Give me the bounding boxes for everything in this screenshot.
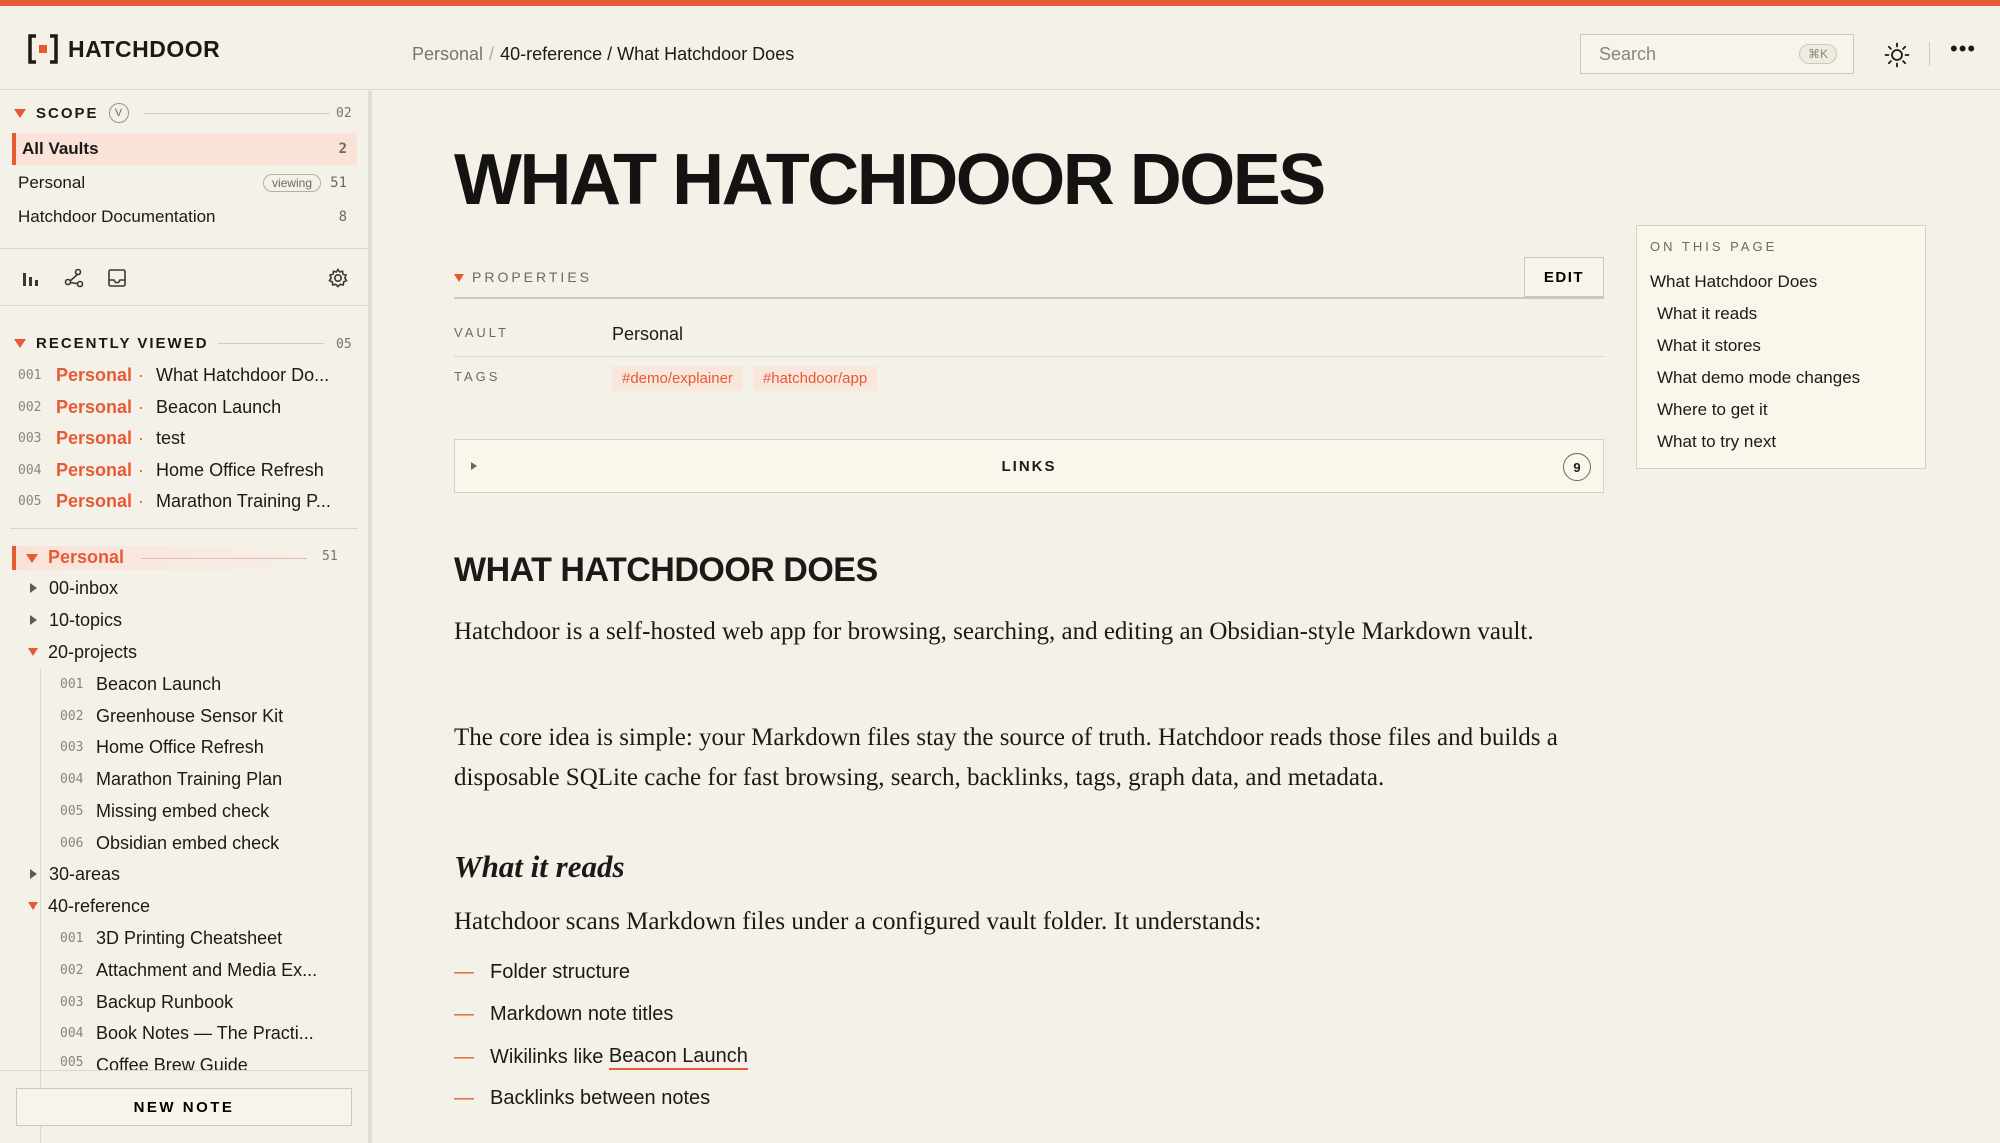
graph-icon[interactable]	[63, 267, 85, 289]
app-header	[0, 6, 2000, 90]
scope-label: SCOPE	[36, 104, 99, 122]
tree-note[interactable]	[60, 796, 269, 826]
stats-icon[interactable]	[20, 267, 42, 289]
properties-header	[454, 259, 1604, 299]
recent-label: RECENTLY VIEWED	[36, 335, 209, 352]
note-title: Home Office Refresh	[96, 736, 264, 757]
collapse-icon	[14, 109, 26, 118]
tree-note[interactable]	[60, 987, 233, 1017]
search-input[interactable]	[1580, 34, 1854, 74]
tree-root-row[interactable]	[12, 546, 358, 570]
more-icon[interactable]: •••	[1950, 36, 1977, 61]
note-title: Attachment and Media Ex...	[96, 959, 318, 980]
tree-folder-00-inbox[interactable]	[30, 573, 118, 603]
folder-label: 00-inbox	[49, 577, 119, 598]
folder-label: 30-areas	[49, 863, 121, 884]
sidebar-divider	[0, 248, 368, 249]
sidebar	[0, 91, 372, 1143]
toc-link[interactable]: What it reads	[1657, 304, 1758, 323]
note-number: 005	[60, 1055, 84, 1070]
vault-count: 2	[338, 141, 347, 157]
recent-header[interactable]	[14, 335, 209, 352]
bullet-dash: —	[454, 1087, 474, 1109]
paragraph: Hatchdoor scans Markdown files under a configured vault folder. It understands:	[454, 908, 1262, 935]
vault-label: Personal	[18, 173, 86, 192]
recent-item-number: 003	[18, 430, 42, 446]
recent-count: 05	[336, 337, 352, 352]
note-number: 004	[60, 771, 84, 787]
recent-item-number: 001	[18, 367, 42, 383]
collapse-icon	[26, 554, 38, 563]
scope-shortcut-badge: V	[109, 103, 129, 123]
property-row-tags	[454, 357, 1604, 401]
note-number: 005	[60, 803, 84, 819]
recent-item-vault: Personal	[56, 490, 133, 511]
recent-item-number: 004	[18, 462, 42, 478]
note-title: Coffee Brew Guide	[96, 1055, 248, 1070]
tree-note[interactable]	[60, 1018, 314, 1048]
tree-folder-30-areas[interactable]	[30, 859, 120, 889]
expand-icon	[30, 583, 37, 593]
sun-icon[interactable]	[1884, 42, 1910, 68]
list-item	[454, 961, 630, 984]
vault-label: Hatchdoor Documentation	[18, 207, 216, 226]
note-number: 001	[60, 676, 84, 692]
list-item-text: Backlinks between notes	[490, 1087, 711, 1109]
scope-rule	[144, 113, 330, 114]
links-label: LINKS	[1001, 458, 1057, 475]
paragraph: The core idea is simple: your Markdown files stay the source of truth. Hatchdoor reads those files and builds a disposable SQLite cache for fast browsing, search, backlinks, tags, graph data, and metadata.	[454, 724, 1558, 791]
recent-item[interactable]	[18, 423, 185, 453]
properties-label[interactable]: PROPERTIES	[472, 269, 592, 285]
tree-folder-40-reference[interactable]	[28, 891, 150, 921]
note-title: Book Notes — The Practi...	[96, 1022, 314, 1043]
recent-item-vault: Personal	[56, 364, 133, 385]
sidebar-divider	[0, 1070, 368, 1071]
recent-item-dot: ·	[138, 427, 145, 448]
bullet-dash: —	[454, 1003, 474, 1025]
note-title: Marathon Training Plan	[96, 768, 283, 789]
property-value: Personal	[612, 324, 684, 344]
recent-item[interactable]	[18, 392, 281, 422]
tree-root-count: 51	[322, 549, 338, 564]
toc-link[interactable]: What Hatchdoor Does	[1650, 272, 1818, 291]
hatchdoor-logo-icon	[28, 34, 58, 64]
breadcrumb-vault[interactable]: Personal	[412, 44, 484, 64]
recent-item-dot: ·	[138, 459, 145, 480]
note-title: 3D Printing Cheatsheet	[96, 927, 283, 948]
tree-root-rule	[141, 558, 307, 559]
brand-logo[interactable]	[28, 34, 220, 64]
breadcrumb-separator: /	[489, 44, 495, 64]
vault-item-all[interactable]	[12, 133, 357, 165]
recent-item-dot: ·	[138, 396, 145, 417]
toc-link[interactable]: What to try next	[1657, 432, 1777, 451]
list-item-text: Folder structure	[490, 961, 631, 983]
tree-note[interactable]	[60, 701, 283, 731]
links-panel[interactable]	[454, 439, 1604, 493]
note-title: Obsidian embed check	[96, 832, 280, 853]
expand-icon	[30, 615, 37, 625]
tree-note[interactable]	[60, 669, 221, 699]
tree-folder-20-projects[interactable]	[28, 637, 137, 667]
vault-item-personal[interactable]	[12, 167, 357, 199]
recent-item[interactable]	[18, 455, 324, 485]
tree-note[interactable]	[60, 764, 282, 794]
toc-link[interactable]: Where to get it	[1657, 400, 1768, 419]
recent-item-title: Beacon Launch	[156, 396, 282, 417]
page-title: WHAT HATCHDOOR DOES	[454, 140, 1324, 220]
recent-item-number: 005	[18, 493, 42, 509]
list-item	[454, 1087, 710, 1110]
links-count-badge: 9	[1563, 453, 1591, 481]
folder-label: 20-projects	[48, 641, 138, 662]
new-note-button[interactable]: NEW NOTE	[16, 1088, 352, 1126]
recent-item-vault: Personal	[56, 459, 133, 480]
note-number: 006	[60, 835, 84, 851]
folder-label: 40-reference	[48, 895, 151, 916]
note-title: Beacon Launch	[96, 673, 222, 694]
wikilink[interactable]: Beacon Launch	[609, 1045, 748, 1070]
collapse-icon	[28, 902, 38, 910]
inbox-icon[interactable]	[106, 267, 128, 289]
tag-chip[interactable]: #demo/explainer	[612, 366, 743, 391]
sidebar-divider	[10, 528, 358, 529]
expand-icon	[30, 869, 37, 879]
recent-item-dot: ·	[138, 364, 145, 385]
toc-link[interactable]: What it stores	[1657, 336, 1761, 355]
folder-label: 10-topics	[49, 609, 123, 630]
collapse-icon	[28, 648, 38, 656]
scope-header[interactable]	[14, 103, 129, 123]
note-number: 003	[60, 739, 84, 755]
collapse-icon[interactable]	[454, 274, 464, 282]
note-title: Backup Runbook	[96, 991, 234, 1012]
bullet-dash: —	[454, 1046, 474, 1068]
breadcrumb	[412, 44, 794, 65]
viewing-badge: viewing	[263, 174, 321, 192]
section-heading: WHAT HATCHDOOR DOES	[454, 551, 878, 589]
tree-note[interactable]	[60, 923, 282, 953]
note-number: 002	[60, 708, 84, 724]
note-number: 003	[60, 994, 84, 1010]
vault-item-documentation[interactable]	[12, 201, 357, 233]
edit-button[interactable]: EDIT	[1524, 257, 1604, 297]
table-of-contents	[1636, 225, 1926, 469]
property-row-vault	[454, 313, 1604, 357]
search-shortcut-badge: ⌘K	[1799, 44, 1837, 64]
list-item-text: Wikilinks like	[490, 1046, 609, 1068]
recent-item-number: 002	[18, 399, 42, 415]
recent-item-vault: Personal	[56, 427, 133, 448]
list-item	[454, 1003, 673, 1026]
note-number: 001	[60, 930, 84, 946]
toc-heading: ON THIS PAGE	[1650, 239, 1778, 254]
recent-item[interactable]	[18, 360, 329, 390]
vault-count: 8	[338, 209, 347, 225]
tag-list	[612, 366, 887, 391]
recent-rule	[218, 343, 324, 344]
list-item	[454, 1045, 748, 1070]
note-title: Missing embed check	[96, 800, 270, 821]
recent-item[interactable]	[18, 486, 331, 516]
note-title: Greenhouse Sensor Kit	[96, 705, 284, 726]
header-divider	[1929, 42, 1930, 66]
tree-folder-10-topics[interactable]	[30, 605, 122, 635]
recent-item-title: test	[156, 427, 186, 448]
tag-chip[interactable]: #hatchdoor/app	[753, 366, 877, 391]
tree-note[interactable]	[60, 955, 317, 985]
property-key: VAULT	[454, 325, 509, 340]
note-number: 004	[60, 1025, 84, 1041]
vault-count: 51	[330, 175, 347, 191]
search-placeholder: Search	[1599, 43, 1657, 64]
tree-note[interactable]	[60, 1050, 248, 1070]
list-item-text: Markdown note titles	[490, 1003, 674, 1025]
tree-note[interactable]	[60, 732, 264, 762]
recent-item-title: Home Office Refresh	[156, 459, 324, 480]
collapse-icon	[14, 339, 26, 348]
recent-item-title: What Hatchdoor Do...	[156, 364, 330, 385]
gear-icon[interactable]	[327, 267, 349, 289]
vault-label: All Vaults	[22, 139, 99, 158]
breadcrumb-path: 40-reference / What Hatchdoor Does	[500, 44, 795, 64]
toc-link[interactable]: What demo mode changes	[1657, 368, 1861, 387]
bullet-dash: —	[454, 961, 474, 983]
paragraph: Hatchdoor is a self-hosted web app for browsing, searching, and editing an Obsidian-style Markdown vault.	[454, 618, 1534, 645]
recent-item-vault: Personal	[56, 396, 133, 417]
property-key: TAGS	[454, 369, 501, 384]
scope-count: 02	[336, 106, 352, 121]
note-number: 002	[60, 962, 84, 978]
tree-note[interactable]	[60, 828, 279, 858]
sidebar-divider	[0, 305, 368, 306]
tree-root-label: Personal	[48, 547, 125, 567]
subsection-heading: What it reads	[454, 849, 625, 884]
brand-name: HATCHDOOR	[68, 35, 221, 62]
recent-item-title: Marathon Training P...	[156, 490, 331, 511]
recent-item-dot: ·	[138, 490, 145, 511]
